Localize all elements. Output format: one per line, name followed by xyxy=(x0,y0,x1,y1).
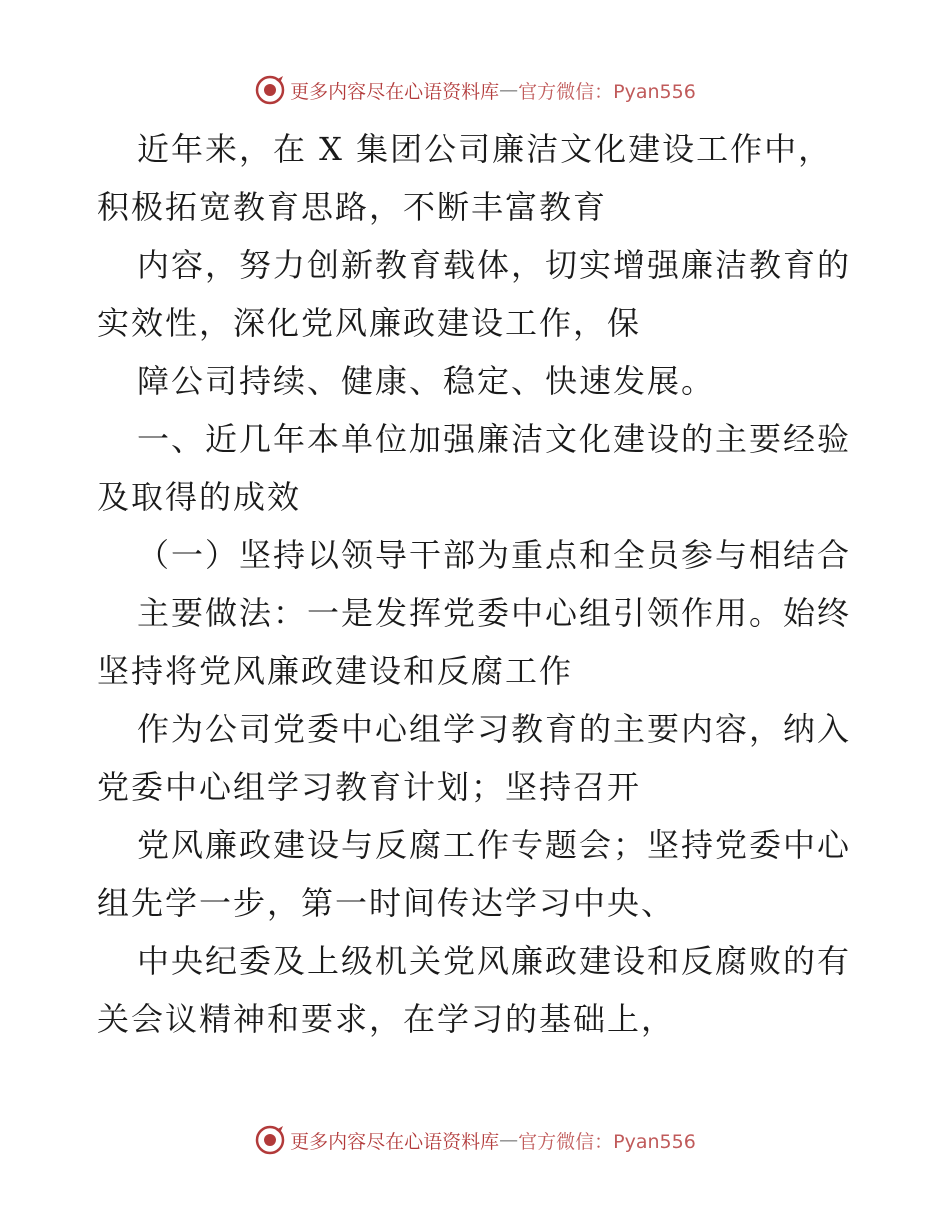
brand-logo-icon xyxy=(254,1124,286,1156)
header-wechat-id: 官方微信：Pyan556 xyxy=(518,80,696,103)
header-banner-text: 更多内容尽在心语资料库 xyxy=(290,80,500,103)
paragraph: 障公司持续、健康、稳定、快速发展。 xyxy=(137,362,716,400)
paragraph: 中央纪委及上级机关党风廉政建设和反腐败的有关会议精神和要求，在学习的基础上， xyxy=(97,942,852,1038)
header-banner-separator: — xyxy=(499,79,519,101)
footer-banner xyxy=(0,1120,950,1160)
section-heading: 一、近几年本单位加强廉洁文化建设的主要经验及取得的成效 xyxy=(97,420,852,516)
footer-banner-text: 更多内容尽在心语资料库 xyxy=(290,1130,500,1153)
brand-logo-icon xyxy=(254,74,286,106)
document-body xyxy=(97,120,857,1048)
footer-banner-separator: — xyxy=(499,1129,519,1151)
subsection-heading: （一）坚持以领导干部为重点和全员参与相结合 xyxy=(137,536,852,574)
paragraph: 主要做法：一是发挥党委中心组引领作用。始终坚持将党风廉政建设和反腐工作 xyxy=(97,594,852,690)
header-banner xyxy=(0,70,950,110)
footer-wechat-id: 官方微信：Pyan556 xyxy=(518,1130,696,1153)
paragraph: 内容，努力创新教育载体，切实增强廉洁教育的实效性，深化党风廉政建设工作，保 xyxy=(97,246,852,342)
paragraph: 近年来，在 X 集团公司廉洁文化建设工作中，积极拓宽教育思路，不断丰富教育 xyxy=(97,130,833,226)
paragraph: 作为公司党委中心组学习教育的主要内容，纳入党委中心组学习教育计划；坚持召开 xyxy=(97,710,852,806)
paragraph: 党风廉政建设与反腐工作专题会；坚持党委中心组先学一步，第一时间传达学习中央、 xyxy=(97,826,852,922)
